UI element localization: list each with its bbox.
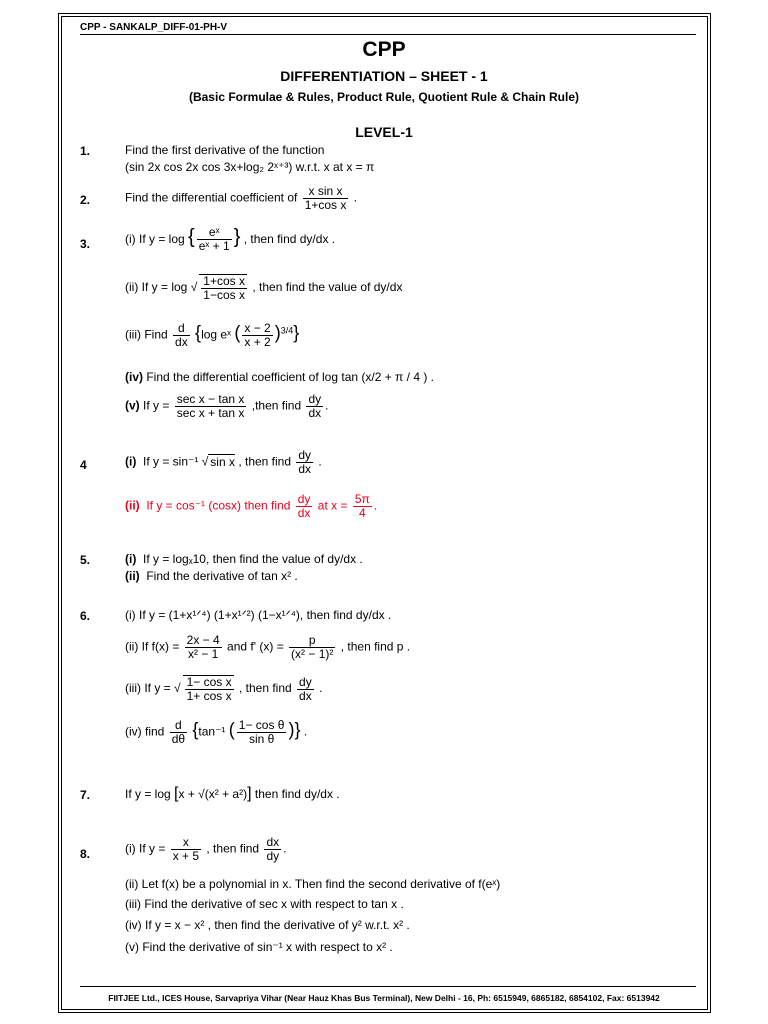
question-7-number: 7. (80, 788, 91, 802)
question-4-ii: (ii) If y = cos⁻¹ (cosx) then find $\frac{dy}{dx}$ at x = $\frac{5\pi}{4}$ . (125, 492, 378, 520)
question-2-fraction: $\frac{\text{x sin x}}{\text{1+cos x}}$ (304, 184, 347, 212)
question-3-i: (i) If y = log { $\frac{\text{eˣ}}{\text{eˣ + 1}}$ } , then find dy/dx . (125, 225, 336, 254)
question-6-ii: (ii) If f(x) = $\frac{2x - 4}{\text{x² − 1}}$ and f' (x) = $\frac{p}{\text{(x² − 1)²}}$ , then find p . (125, 633, 411, 661)
header-divider (80, 34, 696, 35)
question-2-text: Find the differential coefficient of (125, 190, 298, 205)
footer-divider (80, 986, 696, 987)
question-3-iv: (iv) Find the differential coefficient of log tan (x/2 + π / 4 ) . (125, 370, 435, 384)
question-7: If y = log [x + √(x² + a²)] then find dy/dx . (125, 785, 340, 802)
question-8-v: (v) Find the derivative of sin⁻¹ x with respect to x² . (125, 940, 393, 954)
question-8-number: 8. (80, 847, 91, 861)
question-8-i: (i) If y = $\frac{x}{x + 5}$ , then find $\frac{dx}{dy}$ . (125, 835, 287, 863)
question-5-number: 5. (80, 553, 91, 567)
sheet-subtitle: (Basic Formulae & Rules, Product Rule, Quotient Rule & Chain Rule) (188, 90, 580, 104)
question-3-ii: (ii) If y = log √ $\frac{\text{1+cos x}}{\text{1−cos x}}$ , then find the value of dy/dx (125, 274, 403, 302)
question-8-ii: (ii) Let f(x) be a polynomial in x. Then find the second derivative of f(eˣ) (125, 877, 501, 891)
question-8-iii: (iii) Find the derivative of sec x with respect to tan x . (125, 897, 404, 911)
question-4-i: (i) If y = sin⁻¹ √ sin x , then find $\frac{dy}{dx}$ . (125, 448, 322, 476)
level-heading: LEVEL-1 (355, 124, 413, 140)
question-3-iii: (iii) Find $\frac{d}{dx}$ {log eˣ ( $\frac{x - 2}{x + 2}$ )$^{3/4}$} (125, 321, 300, 349)
question-2-number: 2. (80, 193, 91, 207)
sheet-title: DIFFERENTIATION – SHEET - 1 (280, 68, 488, 84)
question-3-number: 3. (80, 237, 91, 251)
question-6-iv: (iv) find $\frac{d}{d\theta}$ {tan⁻¹ ( $\frac{\text{1− cos θ}}{\text{sin θ}}$ )} . (125, 718, 308, 746)
question-1-number: 1. (80, 144, 91, 158)
question-6-iii: (iii) If y = √ $\frac{\text{1− cos x}}{\text{1+ cos x}}$ , then find $\frac{dy}{dx}$ . (125, 674, 323, 703)
question-1-line1: Find the first derivative of the function (125, 143, 325, 157)
question-6-i: (i) If y = (1+x¹ᐟ⁴) (1+x¹ᐟ²) (1−x¹ᐟ⁴), then find dy/dx . (125, 608, 392, 622)
question-1-line2: (sin 2x cos 2x cos 3x+log₂ 2ˣ⁺³) w.r.t. x at x = π (125, 160, 375, 174)
question-3-v: (v) If y = $\frac{\text{sec x − tan x}}{\text{sec x + tan x}}$ ,then find $\frac{dy}{dx}$ . (125, 392, 329, 420)
question-5-i: (i) If y = logₓ10, then find the value of dy/dx . (125, 552, 363, 566)
question-8-iv: (iv) If y = x − x² , then find the derivative of y² w.r.t. x² . (125, 918, 410, 932)
question-4-number: 4 (80, 458, 87, 472)
footer-address: FIITJEE Ltd., ICES House, Sarvapriya Vihar (Near Hauz Khas Bus Terminal), New Delhi - 16, Ph: 6515949, 6865182, 6854102, Fax: 6513942 (108, 993, 660, 1003)
question-2: Find the differential coefficient of $\frac{\text{x sin x}}{\text{1+cos x}}$ . (125, 184, 358, 212)
question-5-ii: (ii) Find the derivative of tan x² . (125, 569, 298, 583)
question-6-number: 6. (80, 609, 91, 623)
document-code: CPP - SANKALP_DIFF-01-PH-V (80, 22, 228, 33)
page-title: CPP (362, 38, 406, 61)
